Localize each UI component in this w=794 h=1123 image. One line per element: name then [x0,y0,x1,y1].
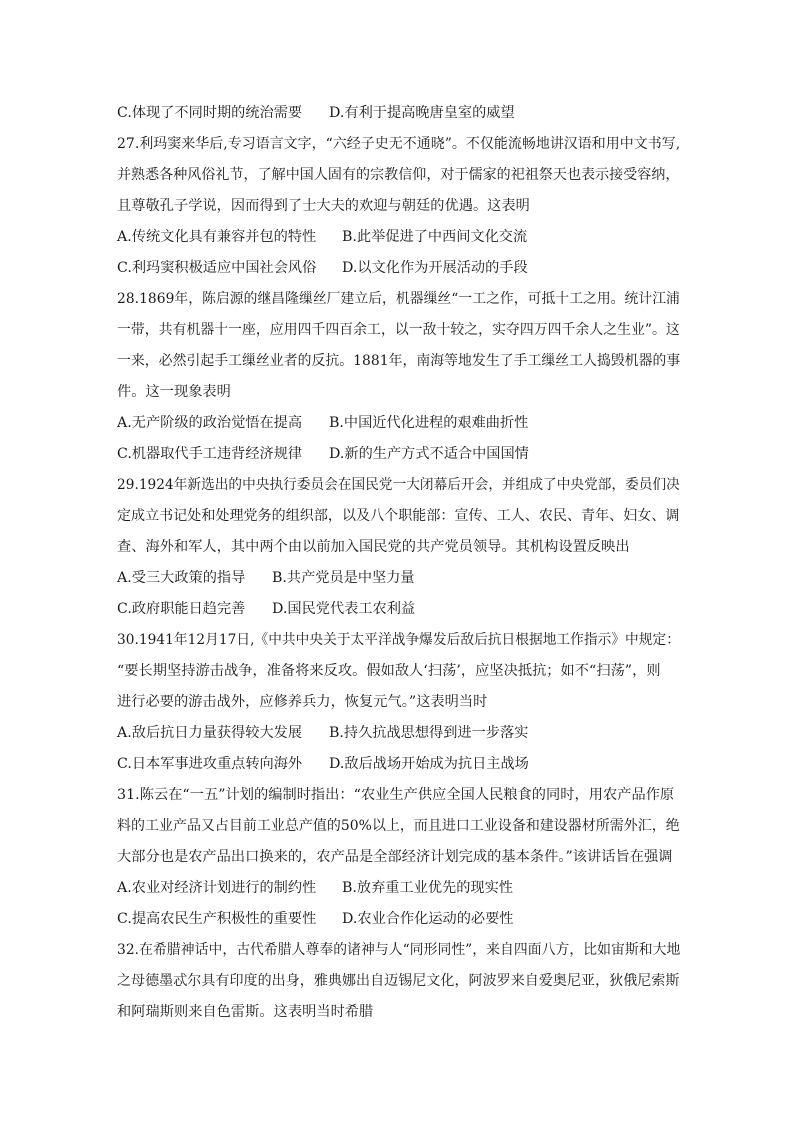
q27-option-c: C.利玛窦积极适应中国社会风俗 [117,260,317,276]
q28-stem-line-1: 28.1869年，陈启源的继昌隆缫丝厂建立后，机器缫丝“一工之作，可抵十工之用。统计江浦 [117,291,680,307]
q28-option-b: B.中国近代化进程的艰难曲折性 [329,415,529,431]
q31-option-d: D.农业合作化运动的必要性 [342,911,514,927]
q30-options-row-ab [0,724,794,742]
q31-stem-line-2: 料的工业产品又占目前工业总产值的50%以上，而且进口工业设备和建设器材所需外汇，绝 [117,818,680,834]
q27-options-row-cd [0,259,794,277]
q30-stem-line-2: “要长期坚持游击战争，准备将来反攻。假如敌人‘扫荡’，应坚决抵抗；如不“扫荡”，则 [117,663,661,679]
q31-options-row-ab [0,879,794,897]
q30-option-c: C.日本军事进攻重点转向海外 [117,756,303,772]
q30-option-d: D.敌后战场开始成为抗日主战场 [329,756,529,772]
q26-option-c: C.体现了不同时期的统治需要 [117,105,303,121]
q29-options-row-ab [0,569,794,587]
q29-option-b: B.共产党员是中坚力量 [272,570,415,586]
q31-stem-line-1: 31.陈云在“一五”计划的编制时指出：“农业生产供应全国人民粮食的同时，用农产品作原 [117,787,675,803]
q32-stem-line-1: 32.在希腊神话中，古代希腊人尊奉的诸神与人“同形同性”，来自四面八方，比如宙斯和大地 [117,942,681,958]
q29-stem-line-1: 29.1924年新选出的中央执行委员会在国民党一大闭幕后开会，并组成了中央党部，委员们决 [117,477,680,493]
q29-option-d: D.国民党代表工农利益 [272,601,416,617]
q27-option-b: B.此举促进了中西间文化交流 [342,229,528,245]
q28-stem-line-4: 件。这一现象表明 [117,384,231,400]
q32-stem-line-3: 和阿瑞斯则来自色雷斯。这表明当时希腊 [117,1004,374,1020]
q30-options-row-cd [0,755,794,773]
q30-stem-line-1: 30.1941年12月17日,《中共中央关于太平洋战争爆发后敌后抗日根据地工作指示》中规定： [117,632,680,648]
q27-options-row-ab [0,228,794,246]
q27-stem-line-2: 并熟悉各种风俗礼节，了解中国人固有的宗教信仰，对于儒家的祀祖祭天也表示接受容纳， [117,167,680,183]
q31-option-a: A.农业对经济计划进行的制约性 [117,880,317,896]
q26-options-row-cd [0,104,794,122]
q27-option-a: A.传统文化具有兼容并包的特性 [117,229,317,245]
q31-option-b: B.放弃重工业优先的现实性 [342,880,513,896]
q27-stem-line-3: 且尊敬孔子学说，因而得到了士大夫的欢迎与朝廷的优遇。这表明 [117,198,530,214]
q29-stem-line-3: 查、海外和军人，其中两个由以前加入国民党的共产党员领导。其机构设置反映出 [117,539,630,555]
q29-stem-line-2: 定成立书记处和处理党务的组织部，以及八个职能部：宣传、工人、农民、青年、妇女、调 [117,508,680,524]
q28-option-c: C.机器取代手工违背经济规律 [117,446,303,462]
q29-option-a: A.受三大政策的指导 [117,570,246,586]
q30-option-a: A.敌后抗日力量获得较大发展 [117,725,303,741]
q31-options-row-cd [0,910,794,928]
q28-options-row-ab [0,414,794,432]
q28-options-row-cd [0,445,794,463]
q26-option-d: D.有利于提高晚唐皇室的威望 [329,105,515,121]
q31-stem-line-3: 大部分也是农产品出口换来的，农产品是全部经济计划完成的基本条件。”该讲话旨在强调 [117,849,673,865]
q30-option-b: B.持久抗战思想得到进一步落实 [329,725,529,741]
q28-stem-line-2: 一带，共有机器十一座，应用四千四百余工，以一敌十较之，实夺四万四千余人之生业”。这 [117,322,680,338]
q28-option-d: D.新的生产方式不适合中国国情 [329,446,529,462]
q28-stem-line-3: 一来，必然引起手工缫丝业者的反抗。1881年，南海等地发生了手工缫丝工人捣毁机器的事 [117,353,681,369]
q31-option-c: C.提高农民生产积极性的重要性 [117,911,317,927]
q30-stem-line-3: 进行必要的游击战外，应修养兵力，恢复元气。”这表明当时 [117,694,488,710]
q29-option-c: C.政府职能日趋完善 [117,601,246,617]
q32-stem-line-2: 之母德墨忒尔具有印度的出身，雅典娜出自迈锡尼文化，阿波罗来自爱奥尼亚，狄俄尼索斯 [117,973,680,989]
q27-stem-line-1: 27.利玛窦来华后,专习语言文字，“六经子史无不通晓”。不仅能流畅地讲汉语和用中文书写, [117,136,681,152]
q29-options-row-cd [0,600,794,618]
q27-option-d: D.以文化作为开展活动的手段 [342,260,528,276]
q28-option-a: A.无产阶级的政治觉悟在提高 [117,415,303,431]
